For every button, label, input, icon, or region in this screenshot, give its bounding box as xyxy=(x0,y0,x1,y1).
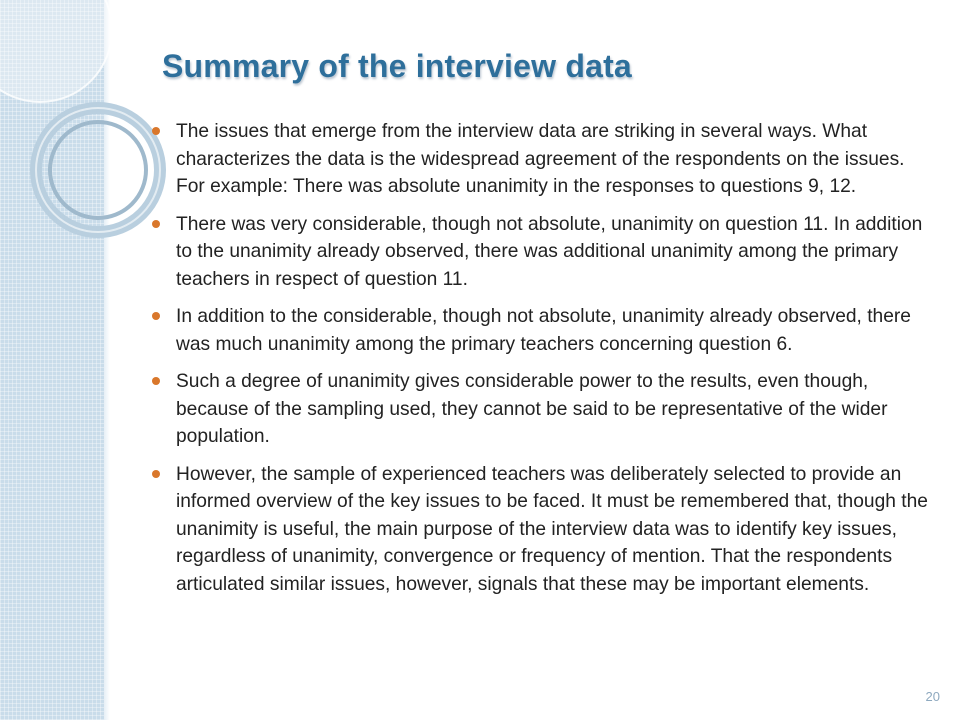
side-band-edge xyxy=(104,0,110,720)
bullet-item xyxy=(152,211,932,294)
bullet-text: However, the sample of experienced teachers was deliberately selected to provide an informed overview of the key issues to be faced. It must be remembered that, though the unanimity is useful, the main purpose of the interview data was to identify key issues, regardless of unanimity, convergence or frequency of mention. That the respondents articulated similar issues, however, signals that these may be important elements. xyxy=(176,463,928,595)
page-number: 20 xyxy=(925,689,940,704)
bullet-icon xyxy=(152,312,160,320)
bullet-item xyxy=(152,368,932,451)
bullet-icon xyxy=(152,127,160,135)
bullet-item xyxy=(152,303,932,358)
bullet-icon xyxy=(152,377,160,385)
bullet-text: There was very considerable, though not absolute, unanimity on question 11. In addition to the unanimity already observed, there was additional unanimity among the primary teachers in respect of question 11. xyxy=(176,213,923,290)
bullet-icon xyxy=(152,220,160,228)
slide-title: Summary of the interview data xyxy=(162,48,632,84)
bullet-icon xyxy=(152,470,160,478)
bullet-text: Such a degree of unanimity gives considerable power to the results, even though, because of the sampling used, they cannot be said to be representative of the wider population. xyxy=(176,371,888,447)
bullet-text: In addition to the considerable, though not absolute, unanimity already observed, there was much unanimity among the primary teachers concerning question 6. xyxy=(176,306,911,355)
decorative-side-band xyxy=(0,0,106,720)
bullet-list xyxy=(152,118,932,608)
bullet-text: The issues that emerge from the interview data are striking in several ways. What characterizes the data is the widespread agreement of the respondents on the issues. For example: There was absolute unanimity in the responses to questions 9, 12. xyxy=(176,121,905,197)
bullet-item xyxy=(152,461,932,599)
bullet-item xyxy=(152,118,932,201)
